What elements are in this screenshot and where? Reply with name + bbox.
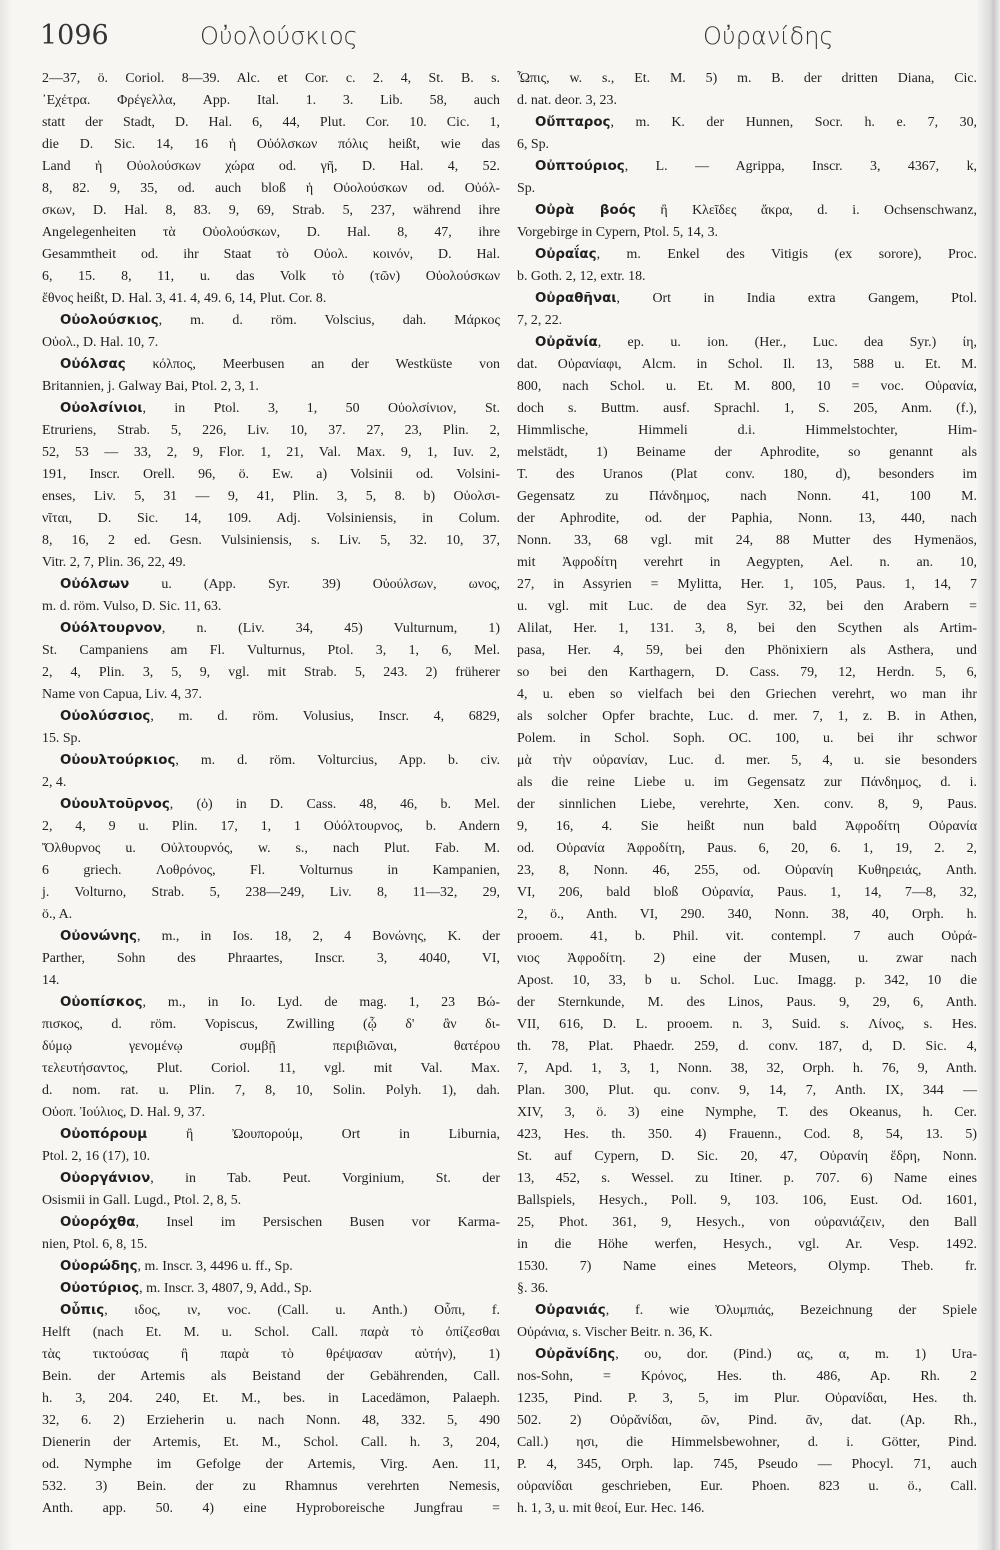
text-line [42, 1366, 500, 1388]
text-line [517, 134, 977, 156]
line-text: , m. d. röm. Volturcius, App. b. civ. [175, 753, 500, 768]
text-line [42, 1388, 500, 1410]
line-text: , ep. u. ion. (Her., Luc. dea Syr.) ίη, [597, 335, 977, 350]
line-text: Britannien, j. Galway Bai, Ptol. 2, 3, 1. [42, 379, 259, 394]
page-header [40, 16, 960, 56]
line-text: so bei den Karthagern, D. Cass. 79, 12, Herdn. 5, 6, [517, 665, 977, 680]
line-text: h. 3, 204. 240, Et. M., bes. in Lacedämon, Palaeph. [42, 1391, 500, 1406]
line-text: Vorgebirge in Cypern, Ptol. 5, 14, 3. [517, 225, 719, 240]
text-line [517, 1212, 977, 1234]
text-line [42, 508, 500, 530]
text-line [42, 904, 500, 926]
line-text: der sinnlichen Liebe, verehrte, Xen. conv. 8, 9, Paus. [517, 797, 977, 812]
line-text: πισκος, d. röm. Vopiscus, Zwilling (ᾧ δ' ἂν δι- [42, 1017, 500, 1032]
line-text: , m. d. röm. Volscius, dah. Μάρκος [158, 313, 500, 328]
entry-first-line [517, 244, 977, 266]
text-line [42, 1146, 500, 1168]
line-text: τὰς τικτούσας ἢ παρὰ τὸ θρέψασαν αὐτήν), 1) [42, 1347, 500, 1362]
entry-headword: Οὐοργάνιον [60, 1171, 151, 1186]
text-line [42, 1410, 500, 1432]
entry-headword: Οὐρὰ βοός [535, 203, 636, 218]
text-line [517, 68, 977, 90]
entry-headword: Οὐόλσων [60, 577, 130, 592]
text-line [517, 838, 977, 860]
line-text: St. Campaniens am Fl. Vulturnus, Ptol. 3, 1, 6, Mel. [42, 643, 500, 658]
entry-headword: Οὐολσίνιοι [60, 401, 143, 416]
line-text: 2—37, ö. Coriol. 8—39. Alc. et Cor. c. 2. 4, St. B. s. [42, 71, 500, 86]
line-text: Helft (nach Et. M. u. Schol. Call. παρὰ τὸ ὀπίζεσθαι [42, 1325, 500, 1340]
text-line [42, 178, 500, 200]
entry-first-line [42, 1278, 500, 1300]
text-line [42, 266, 500, 288]
text-line [42, 1498, 500, 1520]
text-line [517, 1322, 977, 1344]
line-text: Gesammtheit od. ihr Staat τὸ Οὐολ. κοινόν, D. Hal. [42, 247, 500, 262]
text-line [517, 1014, 977, 1036]
line-text: 2, ö., Anth. VI, 290. 340, Nonn. 38, 40, Orph. h. [517, 907, 977, 922]
line-text: , in Ptol. 3, 1, 50 Οὐολσίνιον, St. [142, 401, 500, 416]
text-line [517, 596, 977, 618]
line-text: , f. wie Ὀλυμπιάς, Bezeichnung der Spiele [605, 1303, 977, 1318]
entry-headword: Οὐρᾰνίδης [535, 1347, 616, 1362]
text-line [517, 222, 977, 244]
entry-first-line [517, 1344, 977, 1366]
entry-first-line [42, 992, 500, 1014]
line-text: doch s. Buttm. ausf. Sprachl. 1, S. 205, Anm. (f.), [517, 401, 977, 416]
line-text: νιος Ἀφροδίτη. 2) eine der Musen, u. zwar nach [517, 951, 977, 966]
line-text: Ὄλθυρνος u. Οὐλτουρνός, w. s., nach Plut. Fab. M. [42, 841, 500, 856]
line-text: , m. K. der Hunnen, Socr. h. e. 7, 30, [610, 115, 977, 130]
line-text: der Aphrodite, od. der Paphia, Nonn. 13, 440, nach [517, 511, 977, 526]
entry-headword: Οὐοπόρουμ [60, 1127, 148, 1142]
text-line [517, 574, 977, 596]
line-text: als die reine Liebe u. im Gegensatz zur Πάνδημος, d. i. [517, 775, 977, 790]
entry-headword: Οὐουλτοῦρνος [60, 797, 170, 812]
entry-headword: Οὐολούσκιος [60, 313, 159, 328]
text-line [517, 442, 977, 464]
text-line [42, 1344, 500, 1366]
text-line [42, 1014, 500, 1036]
entry-headword: Οὐονώνης [60, 929, 137, 944]
text-line [517, 992, 977, 1014]
line-text: μὰ τὴν οὐρανίαν, Luc. d. mer. 5, 4, u. sie besonders [517, 753, 977, 768]
entry-headword: Οὔπταρος [535, 115, 611, 130]
page-edge-shadow-left [0, 0, 12, 1550]
text-line [42, 552, 500, 574]
running-head-first-entry: Οὐολούσκιος [200, 22, 358, 50]
text-line [517, 420, 977, 442]
line-text: , L. — Agrippa, Inscr. 3, 4367, k, [624, 159, 977, 174]
text-line [517, 398, 977, 420]
line-text: Angelegenheiten τὰ Οὐολούσκων, D. Hal. 8, 47, ihre [42, 225, 500, 240]
text-line [42, 90, 500, 112]
text-line [517, 552, 977, 574]
line-text: , m. Enkel des Vitigis (ex sorore), Proc. [596, 247, 977, 262]
text-line [42, 728, 500, 750]
line-text: T. des Uranos (Plat conv. 180, d), besonders im [517, 467, 977, 482]
line-text: , ιδος, ιν, voc. (Call. u. Anth.) Οὖπι, f. [104, 1303, 500, 1318]
text-line [517, 618, 977, 640]
line-text: VI, 206, bald bloß Οὐρανία, Paus. 1, 14, 7—8, 32, [517, 885, 977, 900]
line-text: Osismii in Gall. Lugd., Ptol. 2, 8, 5. [42, 1193, 242, 1208]
text-line [42, 948, 500, 970]
line-text: St. auf Cypern, D. Sic. 20, 47, Οὐρανίη ἕδρη, Nonn. [517, 1149, 977, 1164]
line-text: 423, Hes. th. 350. 4) Frauenn., Cod. 8, 54, 13. 5) [517, 1127, 977, 1142]
text-line [517, 882, 977, 904]
left-column [42, 68, 500, 1520]
line-text: 502. 2) Οὐρᾰνίδαι, ῶν, Pind. ᾶν, dat. (Ap. Rh., [517, 1413, 977, 1428]
line-text: 800, nach Schol. u. Et. M. 800, 10 = voc. Οὐρανία, [517, 379, 977, 394]
entry-headword: Οὐόλσας [60, 357, 126, 372]
entry-first-line [42, 310, 500, 332]
line-text: in die Höhe werfen, Hesych., vgl. Ar. Vesp. 1492. [517, 1237, 977, 1252]
line-text: j. Volturno, Strab. 5, 238—249, Liv. 8, 11—32, 29, [42, 885, 500, 900]
text-line [517, 662, 977, 684]
entry-headword: Οὐοτύριος [60, 1281, 140, 1296]
line-text: , m. Inscr. 3, 4807, 9, Add., Sp. [139, 1281, 313, 1296]
entry-first-line [42, 1168, 500, 1190]
line-text: , m., in Io. Lyd. de mag. 1, 23 Βώ- [142, 995, 500, 1010]
line-text: prooem. 41, b. Phil. vit. contempl. 7 auch Οὐρά- [517, 929, 977, 944]
text-line [517, 1454, 977, 1476]
line-text: th. 78, Plat. Phaedr. 259, d. conv. 187, d, D. Sic. 4, [517, 1039, 977, 1054]
running-head-last-entry: Οὐρανίδης [703, 22, 834, 50]
text-line [42, 1080, 500, 1102]
text-line [517, 508, 977, 530]
line-text: m. d. röm. Vulso, D. Sic. 11, 63. [42, 599, 222, 614]
text-line [517, 1102, 977, 1124]
entry-first-line [42, 1212, 500, 1234]
line-text: ö., A. [42, 907, 73, 922]
line-text: melstädt, 1) Beiname der Aphrodite, so genannt als [517, 445, 977, 460]
line-text: od. Nymphe im Gefolge der Artemis, Virg. Aen. 11, [42, 1457, 500, 1472]
entry-first-line [42, 750, 500, 772]
text-line [517, 1146, 977, 1168]
text-line [42, 1476, 500, 1498]
text-line [42, 838, 500, 860]
line-text: , (ὁ) in D. Cass. 48, 46, b. Mel. [169, 797, 500, 812]
line-text: nos-Sohn, = Κρόνος, Hes. th. 486, Ap. Rh. 2 [517, 1369, 977, 1384]
entry-first-line [42, 1124, 500, 1146]
text-line [517, 266, 977, 288]
text-line [42, 662, 500, 684]
line-text: VII, 616, D. L. prooem. n. 3, Suid. s. Λίνος, s. Hes. [517, 1017, 977, 1032]
text-line [517, 1036, 977, 1058]
text-line [517, 486, 977, 508]
text-line [42, 596, 500, 618]
entry-first-line [42, 794, 500, 816]
text-line [42, 684, 500, 706]
line-text: 7, Apd. 1, 3, 1, Nonn. 38, 32, Orph. h. 76, 9, Anth. [517, 1061, 977, 1076]
text-line [517, 772, 977, 794]
text-line [42, 332, 500, 354]
line-text: mit Ἀφροδίτη verehrt in Aegypten, Ael. n. an. 10, [517, 555, 977, 570]
text-line [42, 68, 500, 90]
line-text: h. 1, 3, u. mit θεοί, Eur. Hec. 146. [517, 1501, 705, 1516]
text-line [42, 970, 500, 992]
text-line [517, 90, 977, 112]
line-text: d. nom. rat. u. Plin. 7, 8, 10, Solin. Polyh. 1), dah. [42, 1083, 500, 1098]
text-line [517, 1234, 977, 1256]
line-text: Alilat, Her. 1, 131. 3, 8, bei den Scythen als Artim- [517, 621, 977, 636]
text-line [42, 376, 500, 398]
line-text: 191, Inscr. Orell. 96, ö. Ew. a) Volsinii od. Volsini- [42, 467, 500, 482]
entry-first-line [517, 112, 977, 134]
entry-first-line [42, 1300, 500, 1322]
text-line [517, 1476, 977, 1498]
line-text: Gegensatz zu Πάνδημος, nach Nonn. 41, 100 M. [517, 489, 977, 504]
entry-first-line [42, 706, 500, 728]
text-line [517, 1498, 977, 1520]
text-line [42, 200, 500, 222]
line-text: der Sternkunde, M. des Linos, Paus. 9, 29, 6, Anth. [517, 995, 977, 1010]
line-text: , Ort in India extra Gangem, Ptol. [616, 291, 977, 306]
text-line [517, 1388, 977, 1410]
line-text: 1530. 7) Name eines Meteors, Olymp. Theb. fr. [517, 1259, 977, 1274]
text-line [517, 530, 977, 552]
line-text: 23, 8, Nonn. 46, 255, od. Οὐρανίη Κυθηρειάς, Anth. [517, 863, 977, 878]
text-line [517, 1168, 977, 1190]
entry-headword: Οὐουλτούρκιος [60, 753, 176, 768]
text-line [517, 904, 977, 926]
text-line [42, 420, 500, 442]
text-line [42, 860, 500, 882]
entry-first-line [42, 354, 500, 376]
line-text: 52, 53 — 33, 2, 9, Flor. 1, 21, Val. Max. 9, 1, Iuv. 2, [42, 445, 500, 460]
line-text: Polem. in Schol. Soph. OC. 100, u. bei ihr schwor [517, 731, 977, 746]
text-line [517, 178, 977, 200]
line-text: statt der Stadt, D. Hal. 6, 44, Plut. Cor. 10. Cic. 1, [42, 115, 500, 130]
line-text: u. (App. Syr. 39) Οὐούλσων, ωνος, [129, 577, 500, 592]
line-text: Parther, Sohn des Phraartes, Inscr. 3, 4040, VI, [42, 951, 500, 966]
line-text: 8, 16, 2 ed. Gesn. Vulsiniensis, s. Liv. 5, 32. 10, 37, [42, 533, 500, 548]
line-text: 532. 3) Bein. der zu Rhamnus verehrten Nemesis, [42, 1479, 500, 1494]
entry-headword: Οὐοπίσκος [60, 995, 143, 1010]
line-text: 2, 4, Plin. 3, 5, 9, vgl. mit Strab. 5, 243. 2) früherer [42, 665, 500, 680]
line-text: Bein. der Artemis als Beistand der Gebährenden, Call. [42, 1369, 500, 1384]
entry-first-line [42, 574, 500, 596]
line-text: b. Goth. 2, 12, extr. 18. [517, 269, 646, 284]
entry-headword: Οὐρανιάς [535, 1303, 606, 1318]
line-text: 2, 4. [42, 775, 67, 790]
entry-first-line [42, 398, 500, 420]
line-text: 14. [42, 973, 60, 988]
text-line [517, 354, 977, 376]
entry-first-line [517, 156, 977, 178]
text-line [42, 1454, 500, 1476]
text-line [42, 1322, 500, 1344]
text-line [42, 134, 500, 156]
line-text: Οὐοπ. Ἰούλιος, D. Hal. 9, 37. [42, 1105, 206, 1120]
text-line [42, 530, 500, 552]
text-line [42, 442, 500, 464]
line-text: οὐρανίδαι geschrieben, Eur. Phoen. 823 u. ö., Call. [517, 1479, 977, 1494]
line-text: Anth. app. 50. 4) eine Hyproboreische Jungfrau = [42, 1501, 500, 1516]
line-text: nien, Ptol. 6, 8, 15. [42, 1237, 148, 1252]
line-text: ἢ Κλεῖδες ἄκρα, d. i. Ochsenschwanz, [635, 203, 977, 218]
text-line [42, 486, 500, 508]
line-text: Dienerin der Artemis, Et. M., Schol. Call. h. 3, 204, [42, 1435, 500, 1450]
page-edge-shadow-right [978, 0, 1000, 1550]
line-text: 27, in Assyrien = Mylitta, Her. 1, 105, Paus. 1, 14, 7 [517, 577, 977, 592]
line-text: P. 4, 345, Orph. lap. 745, Pseudo — Phocyl. 71, auch [517, 1457, 977, 1472]
text-line [517, 1366, 977, 1388]
entry-headword: Οὐρᾰνία [535, 335, 598, 350]
line-text: ἢ Ὠουπορούμ, Ort in Liburnia, [147, 1127, 500, 1142]
line-text: Sp. [517, 181, 536, 196]
text-line [517, 464, 977, 486]
right-column [517, 68, 977, 1520]
text-line [42, 1058, 500, 1080]
text-line [517, 640, 977, 662]
entry-first-line [517, 332, 977, 354]
line-text: die D. Sic. 14, 16 ἡ Οὐόλσκων πόλις heißt, wie das [42, 137, 500, 152]
line-text: d. nat. deor. 3, 23. [517, 93, 617, 108]
entry-first-line [517, 1300, 977, 1322]
text-line [517, 948, 977, 970]
line-text: Ptol. 2, 16 (17), 10. [42, 1149, 151, 1164]
line-text: Name von Capua, Liv. 4, 37. [42, 687, 202, 702]
entry-first-line [42, 926, 500, 948]
text-line [517, 970, 977, 992]
line-text: κόλπος, Meerbusen an der Westküste von [125, 357, 500, 372]
text-line [42, 288, 500, 310]
line-text: 2, 4, 9 u. Plin. 17, 1, 1 Οὐόλτουρνος, b. Andern [42, 819, 500, 834]
line-text: 15. Sp. [42, 731, 81, 746]
text-line [517, 728, 977, 750]
entry-headword: Οὐορώδης [60, 1259, 138, 1274]
line-text: 25, Phot. 361, 9, Hesych., von οὐρανιάζειν, den Ball [517, 1215, 977, 1230]
text-line [517, 794, 977, 816]
line-text: Plan. 300, Plut. qu. conv. 9, 14, 7, Anth. IX, 344 — [517, 1083, 977, 1098]
line-text: 6, Sp. [517, 137, 550, 152]
line-text: enses, Liv. 5, 31 — 9, 41, Plin. 3, 5, 8. b) Οὐολσι- [42, 489, 500, 504]
line-text: od. Οὐρανία Ἀφροδίτη, Paus. 6, 20, 6. 1, 19, 2. 2, [517, 841, 977, 856]
line-text: Call.) ησι, die Himmelsbewohner, d. i. Götter, Pind. [517, 1435, 977, 1450]
line-text: u. vgl. mit Luc. de dea Syr. 32, bei den Arabern = [517, 599, 977, 614]
line-text: , n. (Liv. 34, 45) Vulturnum, 1) [161, 621, 500, 636]
entry-headword: Οὖπις [60, 1303, 105, 1318]
text-line [517, 310, 977, 332]
line-text: τελευτήσαντος, Plut. Coriol. 11, vgl. mit Val. Max. [42, 1061, 500, 1076]
text-line [42, 1102, 500, 1124]
line-text: Ballspiels, Hesych., Poll. 9, 103. 106, Eust. Od. 1601, [517, 1193, 977, 1208]
line-text: 7, 2, 22. [517, 313, 563, 328]
line-text: , m. d. röm. Volusius, Inscr. 4, 6829, [150, 709, 500, 724]
text-line [517, 684, 977, 706]
line-text: νῖται, D. Sic. 14, 109. Adj. Volsiniensis, in Colum. [42, 511, 500, 526]
text-line [42, 640, 500, 662]
text-line [517, 376, 977, 398]
line-text: Land ἡ Οὐολούσκων χώρα od. γῆ, D. Hal. 4, 52. [42, 159, 500, 174]
entry-headword: Οὐόλτουρνον [60, 621, 162, 636]
text-line [517, 860, 977, 882]
line-text: , m. Inscr. 3, 4496 u. ff., Sp. [137, 1259, 293, 1274]
text-line [42, 772, 500, 794]
line-text: 13, 452, s. Wessel. zu Itiner. p. 707. 6) Name eines [517, 1171, 977, 1186]
text-line [517, 750, 977, 772]
line-text: ᾿Εχέτρα. Φρέγελλα, App. Ital. 1. 3. Lib. 58, auch [42, 93, 500, 108]
line-text: σκων, D. Hal. 8, 83. 9, 69, Strab. 5, 237, während ihre [42, 203, 500, 218]
text-line [42, 464, 500, 486]
text-line [517, 816, 977, 838]
entry-headword: Οὐραθῆναι [535, 291, 617, 306]
text-line [517, 1256, 977, 1278]
line-text: ἔθνος heißt, D. Hal. 3, 41. 4, 49. 6, 14, Plut. Cor. 8. [42, 291, 327, 306]
entry-headword: Οὐολύσσιος [60, 709, 151, 724]
text-line [42, 1190, 500, 1212]
line-text: 6 griech. Λοθρόνος, Fl. Volturnus in Kampanien, [42, 863, 500, 878]
line-text: Himmlische, Himmeli d.i. Himmelstochter, Him- [517, 423, 977, 438]
line-text: Apost. 10, 33, b u. Schol. Luc. Imagg. p. 342, 10 die [517, 973, 977, 988]
line-text: Ὦπις, w. s., Et. M. 5) m. B. der dritten Diana, Cic. [517, 71, 977, 86]
text-line [517, 1080, 977, 1102]
line-text: , in Tab. Peut. Vorginium, St. der [150, 1171, 500, 1186]
line-text: 9, 16, 4. Sie heißt nun bald Ἀφροδίτη Οὐρανία [517, 819, 977, 834]
entry-first-line [42, 618, 500, 640]
entry-first-line [517, 200, 977, 222]
line-text: Vitr. 2, 7, Plin. 36, 22, 49. [42, 555, 186, 570]
line-text: dat. Οὐρανίαφι, Alcm. in Schol. Il. 13, 588 u. Et. M. [517, 357, 977, 372]
line-text: Nonn. 33, 68 vgl. mit 24, 88 Mutter des Hymenäos, [517, 533, 977, 548]
text-line [42, 1234, 500, 1256]
text-line [42, 156, 500, 178]
line-text: , m., in Ios. 18, 2, 4 Βονώνης, K. der [136, 929, 500, 944]
line-text: 8, 82. 9, 35, od. auch bloß ἡ Οὐολούσκων od. Οὐόλ- [42, 181, 500, 196]
line-text: Οὐολ., D. Hal. 10, 7. [42, 335, 159, 350]
line-text: §. 36. [517, 1281, 549, 1296]
entry-first-line [42, 1256, 500, 1278]
text-line [517, 926, 977, 948]
text-line [517, 1278, 977, 1300]
text-line [517, 1432, 977, 1454]
text-line [42, 1036, 500, 1058]
line-text: , ου, dor. (Pind.) ας, α, m. 1) Ura- [615, 1347, 977, 1362]
entry-first-line [517, 288, 977, 310]
line-text: 32, 6. 2) Erzieherin u. nach Nonn. 48, 332. 5, 490 [42, 1413, 500, 1428]
line-text: 4, u. eben so vielfach bei den Griechen verehrt, wo man ihr [517, 687, 977, 702]
text-line [42, 222, 500, 244]
text-line [42, 244, 500, 266]
line-text: Etruriens, Strab. 5, 226, Liv. 10, 37. 27, 23, Plin. 2, [42, 423, 500, 438]
text-line [517, 706, 977, 728]
line-text: , Insel im Persischen Busen vor Karma- [135, 1215, 500, 1230]
line-text: als solcher Opfer brachte, Luc. d. mer. 7, 1, z. B. in Athen, [517, 709, 977, 724]
text-line [517, 1190, 977, 1212]
text-line [517, 1124, 977, 1146]
entry-headword: Οὐορόχθα [60, 1215, 136, 1230]
entry-headword: Οὐπτούριος [535, 159, 625, 174]
entry-headword: Οὐραΐας [535, 247, 597, 262]
line-text: pasa, Her. 4, 59, bei den Phönixiern als Asthera, und [517, 643, 977, 658]
text-line [517, 1058, 977, 1080]
line-text: 6, 15. 8, 11, u. das Volk τὸ (τῶν) Οὐολούσκων [42, 269, 500, 284]
text-line [42, 112, 500, 134]
text-line [517, 1410, 977, 1432]
line-text: δύμῳ γενομένῳ συμβῇ περιβιῶναι, θατέρου [42, 1039, 500, 1054]
line-text: XIV, 3, ö. 3) eine Nymphe, T. des Okeanus, h. Cer. [517, 1105, 977, 1120]
text-line [42, 882, 500, 904]
page-number: 1096 [40, 20, 109, 51]
line-text: 1235, Pind. P. 3, 5, im Plur. Οὐρανίδαι, Hes. th. [517, 1391, 977, 1406]
line-text: Οὐράνια, s. Vischer Beitr. n. 36, K. [517, 1325, 713, 1340]
text-line [42, 1432, 500, 1454]
text-line [42, 816, 500, 838]
